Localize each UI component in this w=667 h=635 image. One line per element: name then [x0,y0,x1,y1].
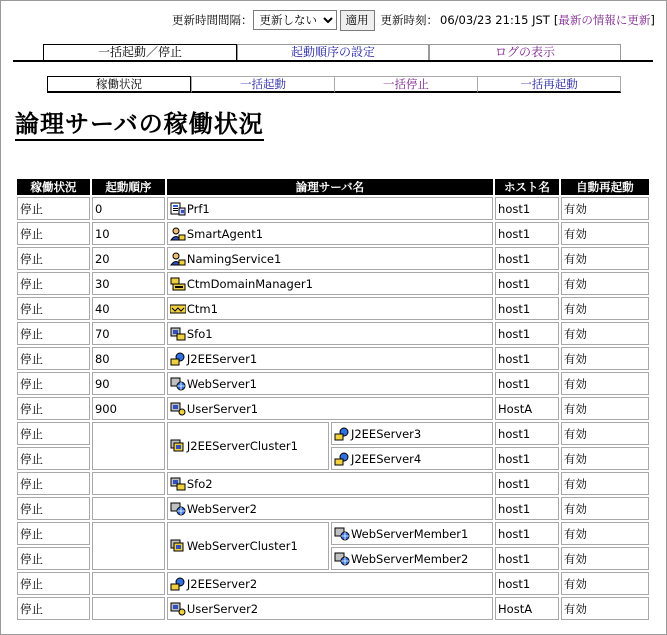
status-cell: 停止 [17,322,90,345]
order-cell: 30 [92,272,165,295]
server-name: J2EEServer2 [186,576,258,591]
server-name: WebServer1 [186,376,257,391]
server-name: WebServerMember1 [350,526,469,541]
refresh-interval-select[interactable] [253,10,337,30]
tab-divider [13,60,653,62]
server-name-cell [167,522,329,570]
server-name: Prf1 [186,201,210,216]
auto-restart-cell: 有効 [561,322,649,345]
host-cell: host1 [495,347,559,370]
j2ee-icon [334,427,350,441]
status-cell: 停止 [17,547,90,570]
host-cell: host1 [495,272,559,295]
subtab-status[interactable]: 稼働状況 [47,76,191,93]
server-name-cell [167,272,493,295]
host-cell: host1 [495,422,559,445]
host-cell: host1 [495,372,559,395]
sub-tabs [47,76,621,92]
server-name: J2EEServer3 [350,426,422,441]
header-status: 稼働状況 [17,179,90,195]
refresh-interval-label: 更新時間間隔： [172,13,253,27]
auto-restart-cell: 有効 [561,247,649,270]
server-name-cell [167,597,493,620]
server-name-cell [167,347,493,370]
agent-icon [170,227,186,241]
page-title: 論理サーバの稼働状況 [15,109,264,141]
auto-restart-cell: 有効 [561,422,649,445]
server-name-cell [167,222,493,245]
server-name-cell [331,422,493,445]
cluster-icon [170,539,186,553]
order-cell [92,422,165,470]
status-cell: 停止 [17,597,90,620]
server-name: J2EEServerCluster1 [186,439,298,453]
tab-startup-order[interactable]: 起動順序の設定 [237,44,429,60]
refresh-bar: 更新時間間隔： 更新しない 適用 更新時刻： 06/03/23 21:15 JST [ 最新の情報に更新 ] [172,9,655,31]
header-host: ホスト名 [495,179,559,195]
table-header-row [17,179,649,195]
ctm-icon [170,302,186,316]
auto-restart-cell: 有効 [561,447,649,470]
auto-restart-cell: 有効 [561,547,649,570]
table-row [17,272,649,295]
server-name: UserServer2 [186,601,259,616]
status-cell: 停止 [17,347,90,370]
j2ee-icon [170,577,186,591]
table-row [17,297,649,320]
auto-restart-cell: 有効 [561,372,649,395]
agent-icon [170,252,186,266]
auto-restart-cell: 有効 [561,397,649,420]
order-cell [92,572,165,595]
status-cell: 停止 [17,222,90,245]
auto-restart-cell: 有効 [561,522,649,545]
header-server-name: 論理サーバ名 [167,179,493,195]
host-cell: host1 [495,247,559,270]
user-server-icon [170,602,186,616]
order-cell [92,497,165,520]
server-name: Sfo1 [186,326,213,341]
tab-log-view[interactable]: ログの表示 [429,44,621,60]
server-name-cell [167,247,493,270]
sfo-icon [170,477,186,491]
updated-time-label: 更新時刻： [380,13,438,27]
order-cell: 10 [92,222,165,245]
order-cell: 900 [92,397,165,420]
status-cell: 停止 [17,272,90,295]
subtab-bulk-stop[interactable]: 一括停止 [334,76,477,93]
auto-restart-cell: 有効 [561,472,649,495]
status-cell: 停止 [17,422,90,445]
header-auto-restart: 自動再起動 [561,179,649,195]
status-cell: 停止 [17,247,90,270]
auto-restart-cell: 有効 [561,347,649,370]
host-cell: host1 [495,222,559,245]
server-name: SmartAgent1 [186,226,264,241]
subtab-bulk-start[interactable]: 一括起動 [191,76,334,93]
status-cell: 停止 [17,297,90,320]
updated-time-value: 06/03/23 21:15 JST [440,13,550,27]
host-cell: host1 [495,547,559,570]
auto-restart-cell: 有効 [561,272,649,295]
order-cell: 20 [92,247,165,270]
server-name-cell [167,472,493,495]
host-cell: host1 [495,322,559,345]
host-cell: host1 [495,497,559,520]
table-row [17,497,649,520]
table-row [17,197,649,220]
auto-restart-cell: 有効 [561,497,649,520]
prf-icon [170,202,186,216]
host-cell: host1 [495,472,559,495]
status-cell: 停止 [17,447,90,470]
server-name-cell [331,547,493,570]
sfo-icon [170,327,186,341]
table-row [17,572,649,595]
server-name-cell [331,522,493,545]
server-name: J2EEServer4 [350,451,422,466]
table-row [17,347,649,370]
host-cell: host1 [495,197,559,220]
main-tabs [43,44,623,60]
table-row [17,422,649,445]
server-status-table [15,177,651,622]
order-cell [92,472,165,495]
status-cell: 停止 [17,197,90,220]
table-row [17,597,649,620]
server-name-cell [167,322,493,345]
auto-restart-cell: 有効 [561,222,649,245]
order-cell: 0 [92,197,165,220]
host-cell: host1 [495,572,559,595]
server-name: Ctm1 [186,301,218,316]
refresh-latest-link[interactable]: 最新の情報に更新 [558,13,651,27]
status-cell: 停止 [17,522,90,545]
server-name: WebServerMember2 [350,551,469,566]
server-name-cell [167,422,329,470]
apply-button[interactable]: 適用 [340,10,375,31]
server-name: Sfo2 [186,476,213,491]
web-icon [334,527,350,541]
server-name-cell [167,197,493,220]
table-row [17,222,649,245]
status-cell: 停止 [17,397,90,420]
header-order: 起動順序 [92,179,165,195]
server-name: WebServerCluster1 [186,539,298,553]
table-row [17,397,649,420]
table-row [17,247,649,270]
subtab-bulk-restart[interactable]: 一括再起動 [477,76,621,93]
tab-bulk-start-stop[interactable]: 一括起動／停止 [43,44,237,60]
status-cell: 停止 [17,572,90,595]
server-name-cell [167,297,493,320]
auto-restart-cell: 有効 [561,597,649,620]
status-cell: 停止 [17,372,90,395]
server-name: UserServer1 [186,401,259,416]
server-name-cell [167,372,493,395]
server-name: CtmDomainManager1 [186,276,313,291]
j2ee-icon [170,352,186,366]
order-cell: 90 [92,372,165,395]
table-row [17,372,649,395]
order-cell: 40 [92,297,165,320]
server-name-cell [167,572,493,595]
host-cell: HostA [495,597,559,620]
cluster-icon [170,439,186,453]
user-server-icon [170,402,186,416]
table-row [17,322,649,345]
order-cell: 80 [92,347,165,370]
auto-restart-cell: 有効 [561,572,649,595]
host-cell: host1 [495,522,559,545]
table-row [17,522,649,545]
ctm-domain-icon [170,277,186,291]
j2ee-icon [334,452,350,466]
order-cell [92,522,165,570]
auto-restart-cell: 有効 [561,197,649,220]
server-name-cell [167,397,493,420]
server-name: WebServer2 [186,501,257,516]
server-name: J2EEServer1 [186,351,258,366]
web-icon [170,377,186,391]
server-name-cell [167,497,493,520]
server-name: NamingService1 [186,251,282,266]
auto-restart-cell: 有効 [561,297,649,320]
host-cell: host1 [495,297,559,320]
host-cell: HostA [495,397,559,420]
status-cell: 停止 [17,472,90,495]
host-cell: host1 [495,447,559,470]
server-name-cell [331,447,493,470]
status-cell: 停止 [17,497,90,520]
order-cell: 70 [92,322,165,345]
order-cell [92,597,165,620]
web-icon [334,552,350,566]
table-row [17,472,649,495]
web-icon [170,502,186,516]
